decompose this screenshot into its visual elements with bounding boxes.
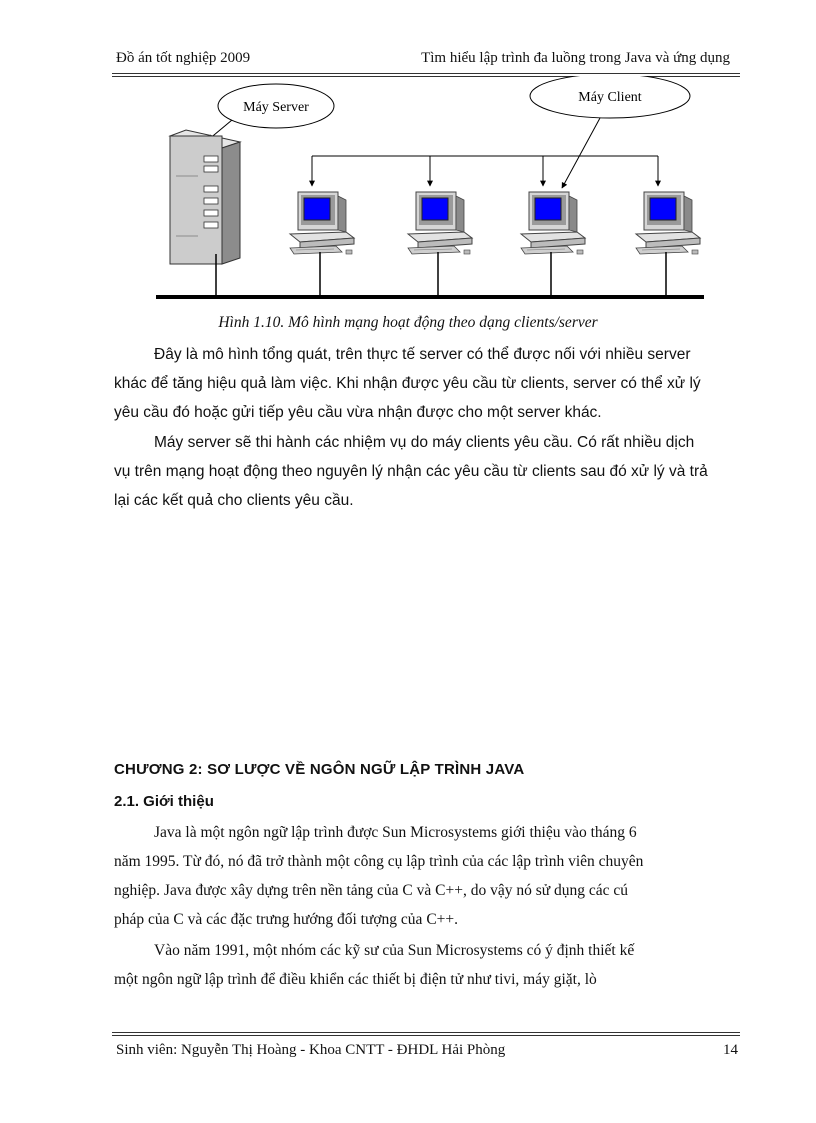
paragraph-4 [114, 936, 739, 994]
paragraph-line: yêu cầu đó hoặc gửi tiếp yêu cầu vừa nhận được cho một server khác. [114, 404, 602, 421]
footer-rule-1 [112, 1032, 740, 1033]
paragraph-line: một ngôn ngữ lập trình để điều khiển các thiết bị điện tử như tivi, máy giặt, lò [114, 971, 597, 988]
paragraph-line: khác để tăng hiệu quả làm việc. Khi nhận được yêu cầu từ clients, server có thể xử lý [114, 375, 701, 392]
header-right-text: Tìm hiểu lập trình đa luồng trong Java và ứng dụng [421, 50, 730, 66]
paragraph-2 [114, 428, 739, 515]
section-title: 2.1. Giới thiệu [114, 793, 214, 810]
client-pc-1-icon [290, 192, 354, 254]
paragraph-line: Vào năm 1991, một nhóm các kỹ sư của Sun Microsystems có ý định thiết kế [154, 942, 635, 959]
paragraph-line: vụ trên mạng hoạt động theo nguyên lý nhận các yêu cầu từ clients sau đó xử lý và trả [114, 463, 708, 480]
paragraph-line: pháp của C và các đặc trưng hướng đối tượng của C++. [114, 911, 459, 928]
paragraph-line: Máy server sẽ thi hành các nhiệm vụ do máy clients yêu cầu. Có rất nhiều dịch [154, 434, 695, 451]
chapter-title: CHƯƠNG 2: SƠ LƯỢC VỀ NGÔN NGỮ LẬP TRÌNH JAVA [114, 761, 525, 778]
paragraph-line: Đây là mô hình tổng quát, trên thực tế server có thể được nối với nhiều server [154, 346, 691, 363]
footer-rule-2 [112, 1035, 740, 1036]
paragraph-line: lại các kết quả cho clients yêu cầu. [114, 492, 354, 509]
page-number: 14 [723, 1042, 738, 1058]
client-pc-2-icon [408, 192, 472, 254]
client-label: Máy Client [578, 90, 642, 105]
server-label: Máy Server [243, 100, 309, 115]
header-left-text: Đồ án tốt nghiệp 2009 [116, 50, 251, 66]
server-tower-icon [170, 130, 240, 264]
client-pc-4-icon [636, 192, 700, 254]
paragraph-line: nghiệp. Java được xây dựng trên nền tảng của C và C++, do vậy nó sử dụng các cú [114, 882, 629, 899]
client-pc-3-icon [521, 192, 585, 254]
figure-caption: Hình 1.10. Mô hình mạng hoạt động theo dạng clients/server [218, 314, 598, 331]
footer-left-text: Sinh viên: Nguyễn Thị Hoàng - Khoa CNTT - ĐHDL Hải Phòng [116, 1042, 506, 1058]
paragraph-3 [114, 818, 739, 934]
network-bus [156, 295, 704, 299]
paragraph-1 [114, 340, 739, 427]
client-server-diagram [150, 76, 710, 308]
header-rule-1 [112, 73, 740, 74]
page-header [112, 50, 740, 70]
paragraph-line: Java là một ngôn ngữ lập trình được Sun Microsystems giới thiệu vào tháng 6 [154, 824, 637, 841]
paragraph-line: năm 1995. Từ đó, nó đã trở thành một công cụ lập trình của các lập trình viên chuyên [114, 853, 644, 870]
